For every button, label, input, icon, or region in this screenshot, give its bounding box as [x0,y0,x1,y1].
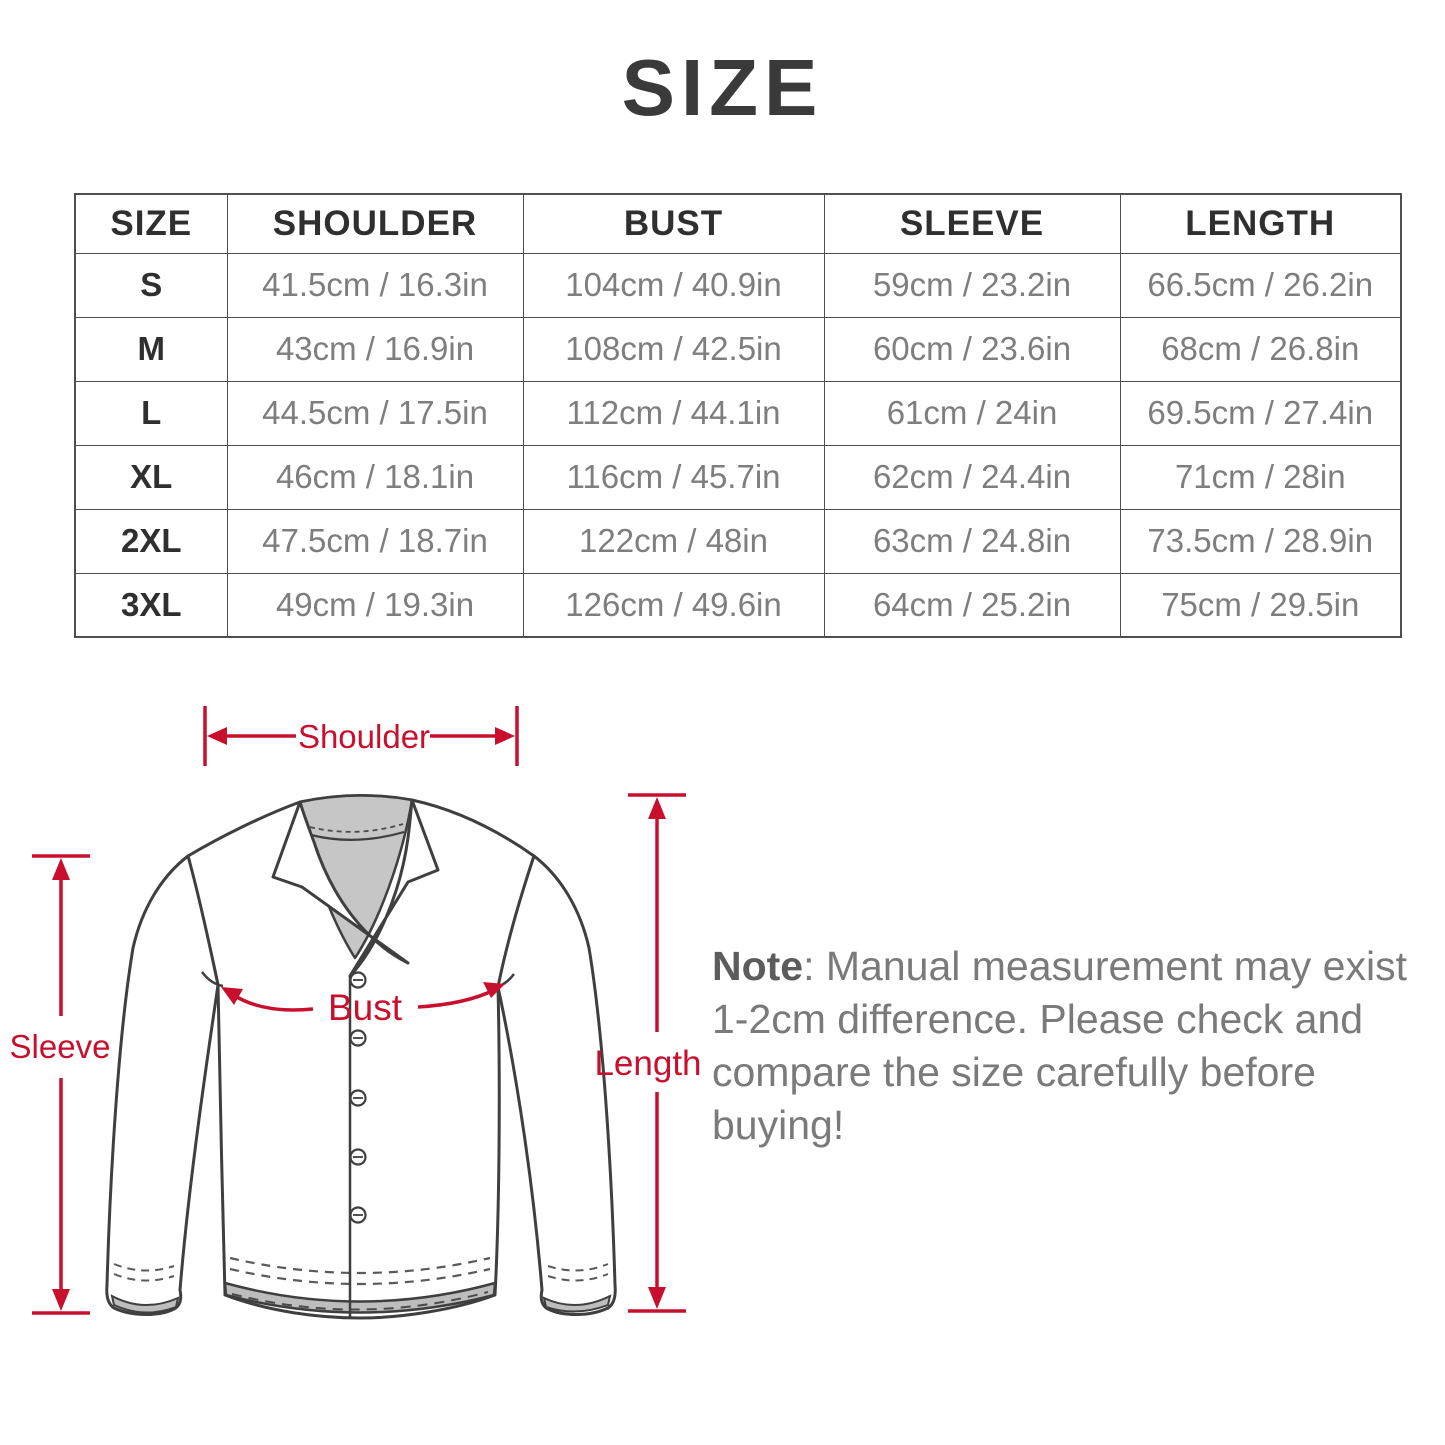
cell-sleeve: 63cm / 24.8in [824,509,1120,573]
cell-length: 69.5cm / 27.4in [1120,381,1401,445]
cell-size: L [75,381,227,445]
measurement-note [712,940,1427,1152]
cell-bust: 104cm / 40.9in [523,253,824,317]
table-row [75,445,1401,509]
cell-length: 75cm / 29.5in [1120,573,1401,637]
cell-size: S [75,253,227,317]
cell-length: 73.5cm / 28.9in [1120,509,1401,573]
cell-size: 2XL [75,509,227,573]
column-header-size: SIZE [75,194,227,253]
cell-bust: 122cm / 48in [523,509,824,573]
bust-measure-label: Bust [327,987,403,1028]
cell-sleeve: 61cm / 24in [824,381,1120,445]
cell-bust: 108cm / 42.5in [523,317,824,381]
cell-size: M [75,317,227,381]
cell-bust: 112cm / 44.1in [523,381,824,445]
table-row [75,253,1401,317]
table-header-row [75,194,1401,253]
cell-length: 71cm / 28in [1120,445,1401,509]
table-row [75,317,1401,381]
table-row [75,381,1401,445]
column-header-sleeve: SLEEVE [824,194,1120,253]
shoulder-measure-label: Shoulder [297,718,431,755]
size-table [74,193,1402,638]
page-title: SIZE [621,43,824,132]
note-label: Note [712,943,804,989]
length-measure-label: Length [594,1044,702,1083]
cell-bust: 126cm / 49.6in [523,573,824,637]
cell-size: XL [75,445,227,509]
cell-length: 66.5cm / 26.2in [1120,253,1401,317]
cell-shoulder: 43cm / 16.9in [227,317,523,381]
shirt-sleeve-right [498,856,615,1315]
column-header-shoulder: SHOULDER [227,194,523,253]
cell-shoulder: 44.5cm / 17.5in [227,381,523,445]
table-row [75,509,1401,573]
column-header-length: LENGTH [1120,194,1401,253]
shirt-sleeve-left [107,856,218,1315]
cell-sleeve: 59cm / 23.2in [824,253,1120,317]
cell-size: 3XL [75,573,227,637]
sleeve-measure-label: Sleeve [9,1028,111,1065]
cell-shoulder: 41.5cm / 16.3in [227,253,523,317]
cell-length: 68cm / 26.8in [1120,317,1401,381]
cell-sleeve: 62cm / 24.4in [824,445,1120,509]
cell-shoulder: 47.5cm / 18.7in [227,509,523,573]
column-header-bust: BUST [523,194,824,253]
note-body: : Manual measurement may exist 1-2cm difference. Please check and compare the size carefully before buying! [712,943,1407,1148]
garment-diagram [70,780,670,1340]
cell-shoulder: 46cm / 18.1in [227,445,523,509]
cell-shoulder: 49cm / 19.3in [227,573,523,637]
table-row [75,573,1401,637]
cell-sleeve: 64cm / 25.2in [824,573,1120,637]
cell-bust: 116cm / 45.7in [523,445,824,509]
cell-sleeve: 60cm / 23.6in [824,317,1120,381]
